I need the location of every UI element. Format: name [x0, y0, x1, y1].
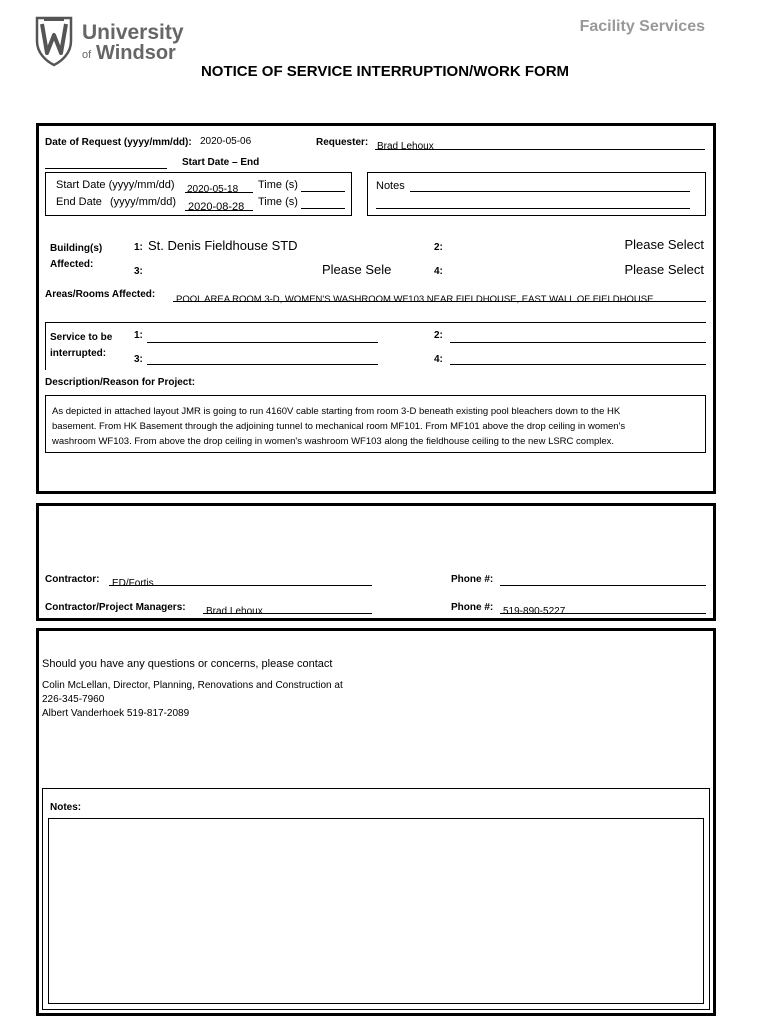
contact-line-2: 226-345-7960 — [42, 694, 105, 705]
building-2-select[interactable]: Please Select — [624, 237, 704, 252]
description-line-2: basement. From HK Basement through the adjoining tunnel to mechanical room MF101. From MF101 above the drop ceiling in women's — [52, 421, 626, 432]
areas-field[interactable] — [173, 289, 706, 305]
university-logo — [34, 15, 184, 69]
service-3-number: 3: — [134, 354, 143, 365]
service-1-number: 1: — [134, 330, 143, 341]
end-time-field[interactable] — [301, 196, 345, 209]
bottom-notes-label: Notes: — [50, 802, 82, 813]
contractor-value: ED/Fortis — [112, 578, 154, 589]
building-3-number: 3: — [134, 266, 143, 277]
building-2-number: 2: — [434, 242, 443, 253]
contractor-label: Contractor: — [45, 574, 100, 585]
contact-line-3: Albert Vanderhoek 519-817-2089 — [42, 708, 190, 719]
shield-icon — [34, 15, 74, 67]
end-date-format: (yyyy/mm/dd) — [110, 196, 176, 208]
service-1-field[interactable] — [147, 330, 378, 343]
start-date-value: 2020-05-18 — [187, 184, 239, 195]
end-date-field[interactable] — [185, 197, 253, 211]
notes-label: Notes — [376, 180, 405, 192]
start-time-field[interactable] — [301, 179, 345, 192]
department-name: Facility Services — [579, 18, 705, 35]
building-4-number: 4: — [434, 266, 443, 277]
contractor-phone-field[interactable] — [500, 573, 706, 586]
end-date-label: End Date — [56, 196, 102, 208]
project-managers-label: Contractor/Project Managers: — [45, 602, 186, 613]
logo-university: University — [82, 21, 184, 44]
building-4-select[interactable]: Please Select — [624, 262, 704, 277]
requester-field[interactable] — [375, 136, 705, 150]
project-managers-value: Brad Lehoux — [206, 606, 263, 617]
areas-value: POOL AREA ROOM 3-D, WOMEN'S WASHROOM WF103 NEAR FIELDHOUSE, EAST WALL OF FIELDHOUSE — [176, 294, 654, 305]
date-of-request-value[interactable]: 2020-05-06 — [200, 136, 252, 147]
buildings-label-2: Affected: — [50, 259, 94, 270]
form-title: NOTICE OF SERVICE INTERRUPTION/WORK FORM — [200, 63, 570, 80]
contact-line-1: Colin McLellan, Director, Planning, Renovations and Construction at — [42, 680, 343, 691]
building-1-select[interactable]: St. Denis Fieldhouse STD — [148, 238, 298, 253]
project-managers-phone-value: 519-890-5227 — [503, 606, 566, 617]
description-field[interactable] — [45, 395, 706, 453]
service-label: Service to be — [50, 332, 113, 343]
end-date-value: 2020-08-28 — [188, 201, 245, 213]
service-label-2: interrupted: — [50, 348, 107, 359]
service-2-field[interactable] — [450, 330, 706, 343]
logo-of: of — [82, 49, 92, 61]
start-date-label: Start Date (yyyy/mm/dd) — [56, 179, 175, 191]
description-label: Description/Reason for Project: — [45, 377, 196, 388]
end-time-label: Time (s) — [258, 196, 298, 208]
service-4-field[interactable] — [450, 352, 706, 365]
service-3-field[interactable] — [147, 352, 378, 365]
contractor-phone-label: Phone #: — [451, 574, 494, 585]
requester-value: Brad Lehoux — [377, 141, 434, 152]
project-managers-phone-label: Phone #: — [451, 602, 494, 613]
contact-intro: Should you have any questions or concerns, please contact — [42, 658, 333, 670]
blank-line — [45, 158, 167, 169]
logo-windsor: Windsor — [96, 42, 176, 64]
building-3-select[interactable]: Please Sele — [322, 262, 392, 277]
project-managers-field[interactable] — [203, 601, 372, 617]
bottom-notes-field[interactable] — [48, 818, 704, 1004]
contractor-field[interactable] — [109, 573, 372, 589]
buildings-label: Building(s) — [50, 243, 103, 254]
notes-field-line1[interactable] — [410, 179, 690, 192]
areas-label: Areas/Rooms Affected: — [45, 289, 156, 300]
notes-field-line2[interactable] — [376, 196, 690, 209]
start-date-field[interactable] — [185, 179, 253, 193]
date-of-request-label: Date of Request (yyyy/mm/dd): — [45, 137, 192, 148]
service-2-number: 2: — [434, 330, 443, 341]
description-line-1: As depicted in attached layout JMR is going to run 4160V cable starting from room 3-D beneath existing pool bleachers down to the HK — [52, 406, 621, 417]
start-time-label: Time (s) — [258, 179, 298, 191]
project-managers-phone-field[interactable] — [500, 601, 706, 617]
description-line-3: washroom WF103. From above the drop ceiling in women's washroom WF103 along the fieldhouse ceiling to the new LSRC complex. — [52, 436, 615, 447]
building-1-number: 1: — [134, 242, 143, 253]
requester-label: Requester: — [316, 137, 369, 148]
service-4-number: 4: — [434, 354, 443, 365]
start-end-label: Start Date – End — [182, 157, 260, 168]
